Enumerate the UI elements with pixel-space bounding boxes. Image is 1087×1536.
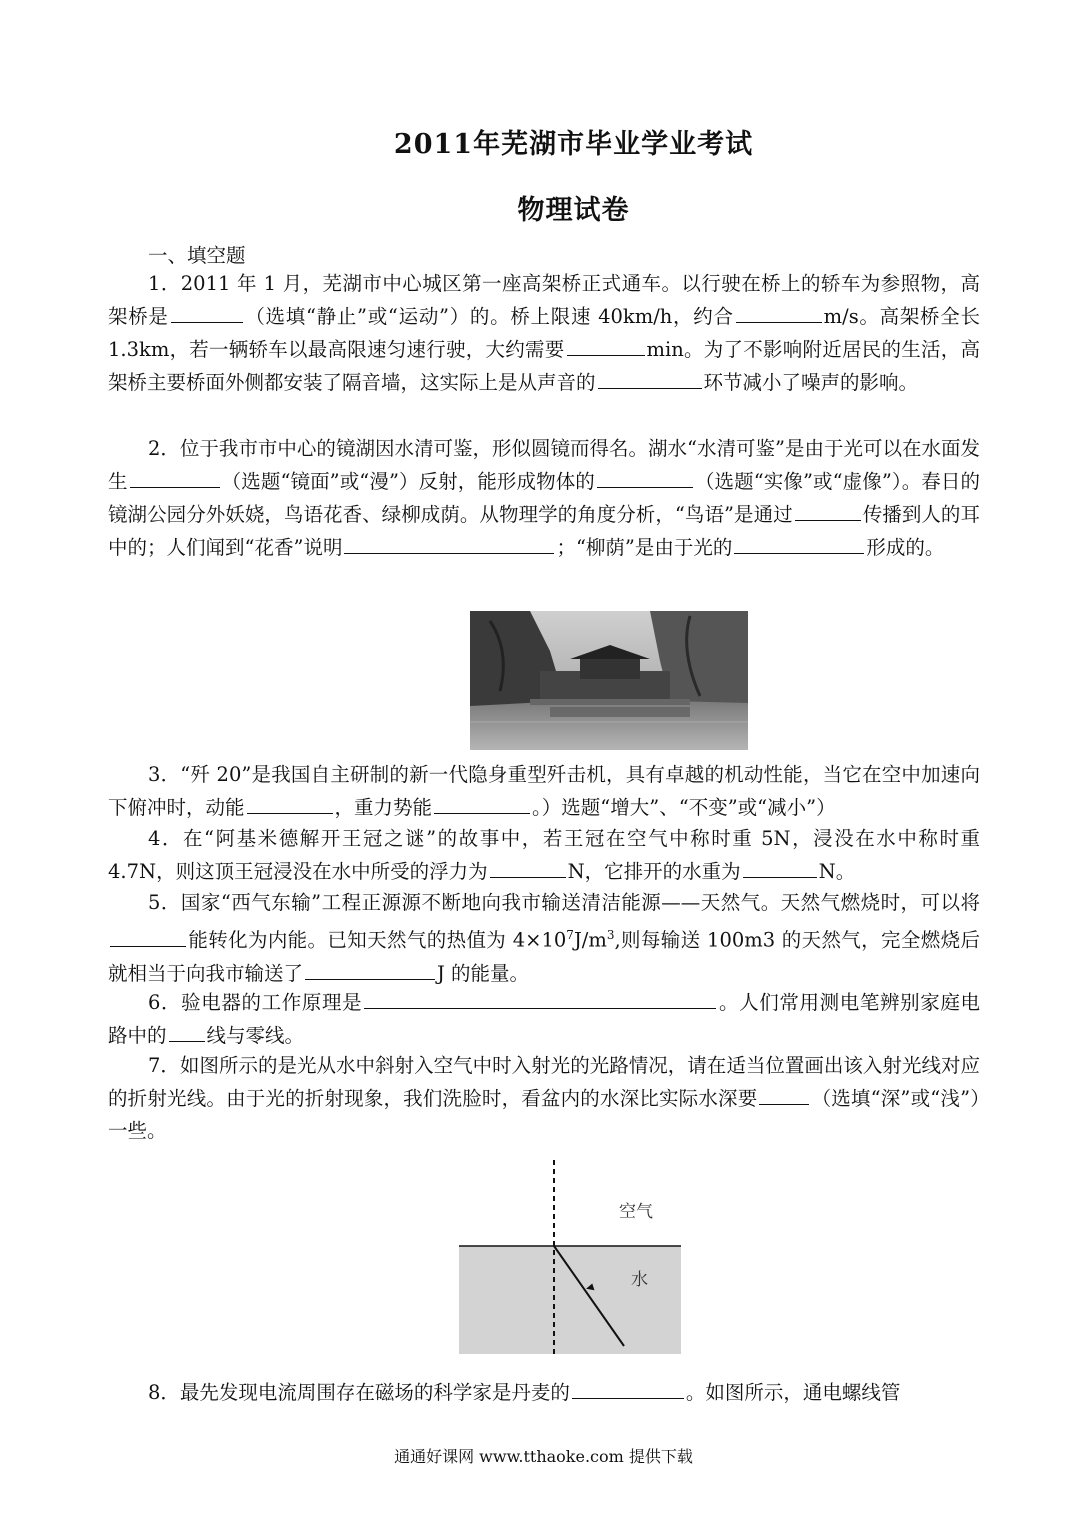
water-region [459,1246,681,1354]
section-heading: 一、填空题 [148,244,246,267]
question-4: 4．在“阿基米德解开王冠之谜”的故事中，若王冠在空气中称时重 5N，浸没在水中称时重 4.7N，则这顶王冠浸没在水中所受的浮力为 N，它排开的水重为 N。 [108,827,980,883]
answer-blank[interactable] [572,1376,684,1399]
air-label: 空气 [619,1202,653,1222]
answer-blank[interactable] [759,1082,809,1105]
page-subtitle: 物理试卷 [517,195,630,226]
lake-park-photo [470,611,748,750]
page-footer: 通通好课网 www.tthaoke.com 提供下载 [394,1447,693,1466]
page-title: 2011年芜湖市毕业学业考试 [393,129,754,160]
answer-blank[interactable] [130,465,220,488]
answer-blank[interactable] [364,986,716,1009]
answer-blank[interactable] [247,791,333,814]
answer-blank[interactable] [344,531,554,554]
answer-blank[interactable] [736,300,822,323]
question-7: 7．如图所示的是光从水中斜射入空气中时入射光的光路情况，请在适当位置画出该入射光线对应的折射光线。由于光的折射现象，我们洗脸时，看盆内的水深比实际水深要 （选填“深”或“浅”）一些。 [108,1054,980,1142]
answer-blank[interactable] [434,791,530,814]
answer-blank[interactable] [598,366,702,389]
question-5: 5．国家“西气东输”工程正源源不断地向我市输送清洁能源——天然气。天然气燃烧时，可以将能转化为内能。已知天然气的热值为 $4\times 10^7J/m^3$,则每输送 100m3 的天然气，完全燃烧后就相当于向我市输送了 J 的能量。 [108,891,980,985]
refraction-diagram [459,1160,681,1354]
answer-blank[interactable] [734,531,864,554]
question-1: 1．2011 年 1 月，芜湖市中心城区第一座高架桥正式通车。以行驶在桥上的轿车为参照物，高架桥是 （选填“静止”或“运动”）的。桥上限速 40km/h，约合 m/s。高架桥全长 1.3km，若一辆轿车以最高限速匀速行驶，大约需要 min。为了不影响附近居民的生活，高架桥主要桥面外侧都安装了隔音墙，这实际上是从声音的 环节减小了噪声的影响。 [108,272,980,394]
question-2: 2．位于我市市中心的镜湖因水清可鉴，形似圆镜而得名。湖水“水清可鉴”是由于光可以在水面发生 （选题“镜面”或“漫”）反射，能形成物体的 （选题“实像”或“虚像”）。春日的镜湖公园分外妖娆，鸟语花香、绿柳成荫。从物理学的角度分析，“鸟语”是通过 传播到人的耳中的；人们闻到“花香”说明 ；“柳荫”是由于光的 形成的。 [108,437,980,559]
answer-blank[interactable] [305,957,435,980]
answer-blank[interactable] [567,333,645,356]
answer-blank[interactable] [743,855,817,878]
question-3: 3．“歼 20”是我国自主研制的新一代隐身重型歼击机，具有卓越的机动性能，当它在空中加速向下俯冲时，动能 ，重力势能 。）选题“增大”、“不变”或“减小”） [108,763,980,819]
question-6: 6．验电器的工作原理是 。人们常用测电笔辨别家庭电路中的 线与零线。 [108,986,980,1052]
answer-blank[interactable] [169,1019,205,1042]
answer-blank[interactable] [110,924,186,947]
answer-blank[interactable] [171,300,243,323]
answer-blank[interactable] [490,855,566,878]
water-label: 水 [631,1270,648,1290]
answer-blank[interactable] [795,498,861,521]
answer-blank[interactable] [597,465,693,488]
question-8: 8．最先发现电流周围存在磁场的科学家是丹麦的 。如图所示，通电螺线管 [108,1376,980,1409]
